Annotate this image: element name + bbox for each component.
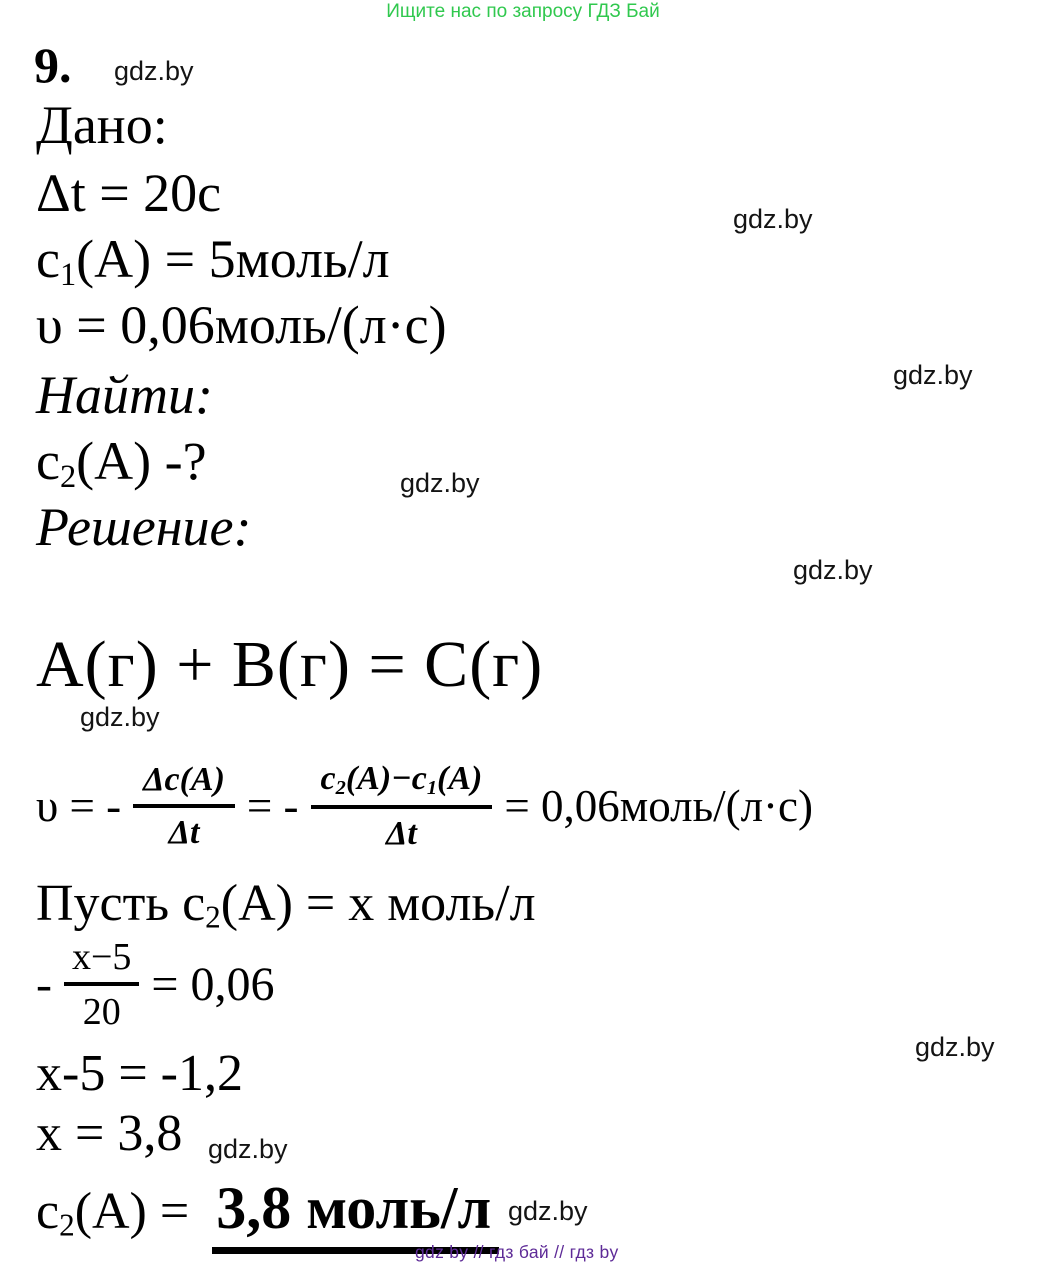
answer-value: 3,8 моль/л	[212, 1178, 499, 1254]
fraction-dc-dt	[133, 763, 235, 850]
given-rate: υ = 0,06моль/(л·с)	[36, 295, 447, 355]
fraction1-denominator: Δt	[133, 804, 235, 850]
footer-credits: gdz by // гдз бай // гдз by	[415, 1242, 619, 1262]
num2-sub2: 2	[335, 776, 346, 799]
find-c2	[36, 431, 207, 495]
watermark: gdz.by	[733, 204, 813, 234]
rate-formula	[36, 762, 813, 851]
formula1-rhs: = 0,06моль/(л·с)	[504, 781, 813, 832]
watermark: gdz.by	[114, 56, 194, 86]
watermark: gdz.by	[793, 555, 873, 585]
formula2-rhs: = 0,06	[151, 957, 275, 1011]
num2-end: (А)	[437, 760, 483, 797]
formula2-minus: -	[36, 957, 52, 1011]
c2-subscript: 2	[59, 458, 77, 495]
solution-label: Решение:	[36, 497, 252, 557]
fraction2-denominator: Δt	[311, 805, 493, 851]
promo-banner: Ищите нас по запросу ГДЗ Бай	[386, 1, 660, 22]
watermark: gdz.by	[915, 1032, 995, 1062]
num2-mid: (А)−c	[345, 760, 427, 797]
given-c1	[36, 229, 390, 293]
watermark: gdz.by	[208, 1134, 288, 1164]
step-x-minus-5: x-5 = -1,2	[36, 1045, 243, 1102]
answer-base: c	[36, 1183, 60, 1240]
c1-rest: (А) = 5моль/л	[76, 229, 390, 289]
find-label: Найти:	[36, 365, 213, 425]
c2-base: c	[36, 431, 60, 491]
let-subscript: 2	[205, 899, 221, 935]
given-delta-t: Δt = 20с	[36, 163, 222, 223]
num2-sub1: 1	[426, 776, 438, 799]
problem-number: 9.	[34, 37, 72, 93]
watermark: gdz.by	[893, 360, 973, 390]
watermark: gdz.by	[400, 468, 480, 498]
fraction-x5-20	[64, 938, 139, 1031]
num2-c: c	[320, 760, 336, 797]
solve-formula	[36, 938, 275, 1031]
c1-base: c	[36, 229, 60, 289]
fraction2-numerator	[311, 762, 493, 805]
answer-subscript: 2	[59, 1207, 75, 1243]
fraction-c2c1-dt	[311, 762, 493, 851]
watermark: gdz.by	[80, 702, 160, 732]
let-rest: (А) = x моль/л	[220, 875, 536, 932]
fraction3-numerator: x−5	[71, 936, 132, 978]
let-pre: Пусть c	[36, 875, 206, 932]
formula1-lhs: υ = -	[36, 781, 122, 832]
formula1-mid: = -	[246, 781, 299, 832]
fraction3-denominator: 20	[64, 982, 139, 1031]
given-label: Дано:	[36, 95, 168, 155]
let-line	[36, 875, 536, 935]
step-x-value: x = 3,8	[36, 1105, 183, 1162]
reaction-equation: А(г) + В(г) = С(г)	[36, 628, 544, 701]
watermark: gdz.by	[508, 1196, 588, 1226]
c2-rest: (А) -?	[76, 431, 207, 491]
fraction1-numerator: Δc(А)	[143, 761, 225, 799]
answer-rest: (А) =	[74, 1183, 203, 1240]
c1-subscript: 1	[59, 256, 77, 293]
